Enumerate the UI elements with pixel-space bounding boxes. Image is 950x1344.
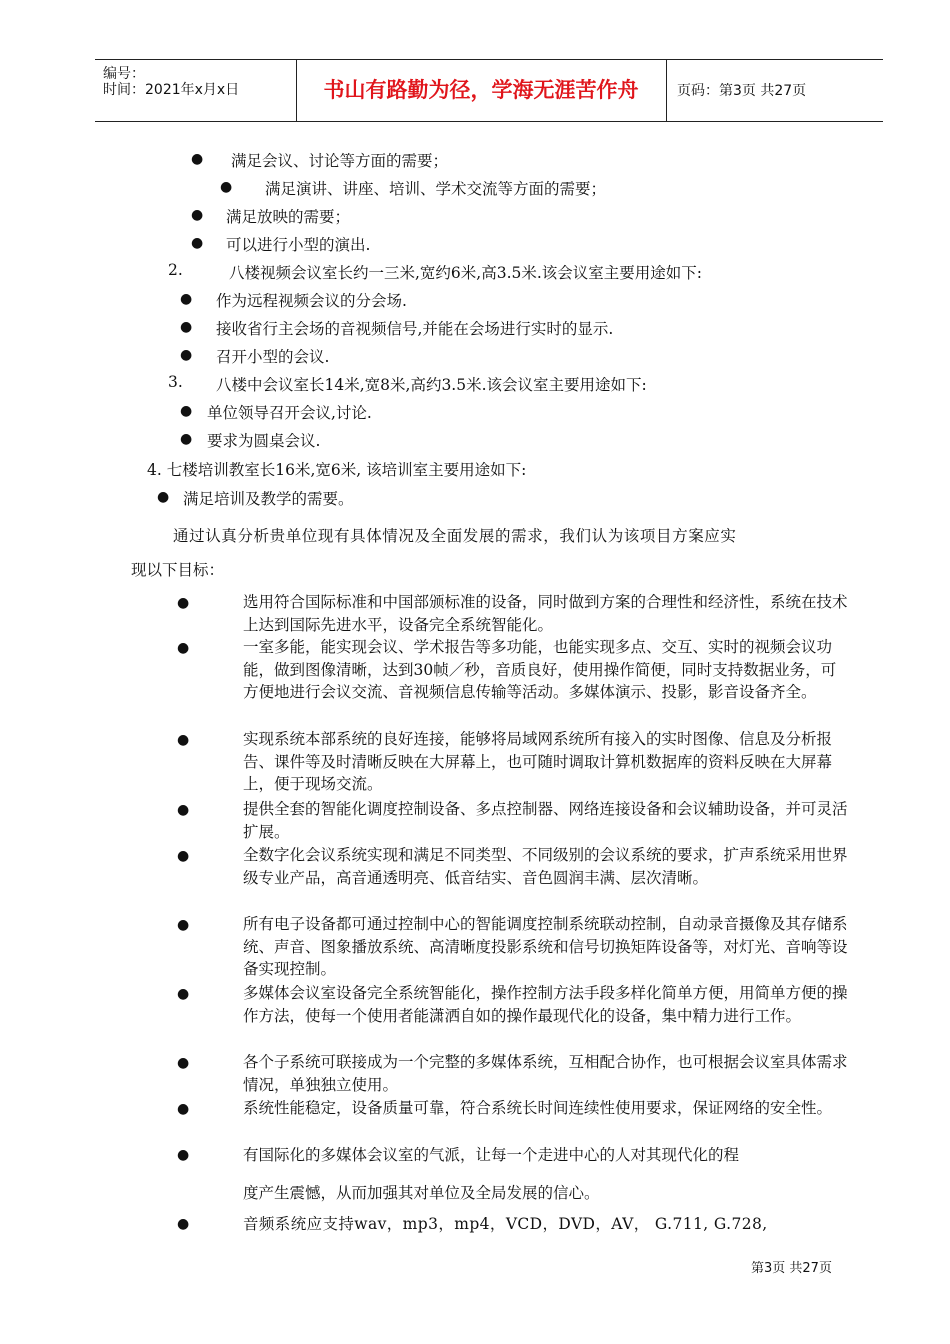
goal-item-line: 音频系统应支持wav，mp3，mp4，VCD，DVD，AV， G.711, G.728,	[243, 1215, 768, 1233]
goal-item-line: 度产生震憾，从而加强其对单位及全局发展的信心。	[243, 1184, 600, 1202]
bullet-icon: ●	[177, 986, 190, 1002]
goal-item: 系统性能稳定，设备质量可靠，符合系统长时间连续性使用要求，保证网络的安全性。	[243, 1099, 833, 1117]
bullet-icon: ●	[180, 431, 193, 447]
list-item: 召开小型的会议.	[216, 348, 330, 366]
goal-item: 全数字化会议系统实现和满足不同类型、不同级别的会议系统的要求，扩声系统采用世界级专业产品，高音通透明亮、低音结实、音色圆润丰满、层次清晰。	[243, 846, 848, 887]
bullet-icon: ●	[180, 319, 193, 335]
bullet-icon: ●	[177, 1216, 190, 1232]
goal-item-line: 有国际化的多媒体会议室的气派，让每一个走进中心的人对其现代化的程	[243, 1146, 740, 1164]
bullet-icon: ●	[157, 489, 170, 505]
bullet-icon: ●	[177, 1101, 190, 1117]
section-number: 2.	[168, 261, 183, 279]
goal-item: 各个子系统可联接成为一个完整的多媒体系统，互相配合协作，也可根据会议室具体需求情况，单独独立使用。	[243, 1053, 848, 1094]
bullet-icon: ●	[191, 151, 204, 167]
header-motto: 书山有路勤为径，学海无涯苦作舟	[296, 60, 667, 121]
list-item: 满足演讲、讲座、培训、学术交流等方面的需要；	[265, 180, 607, 198]
bullet-icon: ●	[180, 347, 193, 363]
intro-paragraph-line: 通过认真分析贵单位现有具体情况及全面发展的需求，我们认为该项目方案应实	[173, 527, 737, 545]
list-item: 接收省行主会场的音视频信号,并能在会场进行实时的显示.	[216, 320, 614, 338]
goal-item: 提供全套的智能化调度控制设备、多点控制器、网络连接设备和会议辅助设备，并可灵活扩展。	[243, 800, 848, 841]
header-page-number: 页码：第3页 共27页	[677, 83, 807, 99]
goal-item: 多媒体会议室设备完全系统智能化，操作控制方法手段多样化简单方便，用简单方便的操作方法，使每一个使用者能潇洒自如的操作最现代化的设备，集中精力进行工作。	[243, 984, 848, 1025]
section-heading: 八楼视频会议室长约一三米,宽约6米,高3.5米.该会议室主要用途如下:	[229, 264, 703, 282]
section-number: 3.	[168, 373, 183, 391]
list-item: 满足会议、讨论等方面的需要；	[231, 152, 449, 170]
bullet-icon: ●	[220, 179, 233, 195]
goal-item: 一室多能，能实现会议、学术报告等多功能，也能实现多点、交互、实时的视频会议功能，做到图像清晰，达到30帧／秒，音质良好，使用操作简便，同时支持数据业务，可方便地进行会议交流、音视频信息传输等活动。多媒体演示、投影，影音设备齐全。	[243, 638, 837, 701]
bullet-icon: ●	[177, 640, 190, 656]
document-time-label: 时间：2021年x月x日	[103, 82, 240, 98]
bullet-icon: ●	[191, 235, 204, 251]
list-item: 满足培训及教学的需要。	[183, 490, 354, 508]
section-heading: 4. 七楼培训教室长16米,宽6米, 该培训室主要用途如下:	[147, 461, 527, 479]
list-item: 作为远程视频会议的分会场.	[216, 292, 407, 310]
goal-item: 所有电子设备都可通过控制中心的智能调度控制系统联动控制，自动录音摄像及其存储系统、声音、图象播放系统、高清晰度投影系统和信号切换矩阵设备等，对灯光、音响等设备实现控制。	[243, 915, 848, 978]
bullet-icon: ●	[177, 917, 190, 933]
bullet-icon: ●	[177, 732, 190, 748]
list-item: 可以进行小型的演出.	[226, 236, 371, 254]
list-item: 满足放映的需要；	[226, 208, 351, 226]
list-item: 要求为圆桌会议.	[207, 432, 321, 450]
list-item: 单位领导召开会议,讨论.	[207, 404, 372, 422]
bullet-icon: ●	[191, 207, 204, 223]
page-footer: 第3页 共27页	[751, 1261, 832, 1276]
goal-item: 选用符合国际标准和中国部颁标准的设备，同时做到方案的合理性和经济性，系统在技术上达到国际先进水平，设备完全系统智能化。	[243, 593, 848, 634]
bullet-icon: ●	[177, 1147, 190, 1163]
page-header	[95, 59, 883, 122]
header-info-cell	[95, 60, 297, 121]
section-heading: 八楼中会议室长14米,宽8米,高约3.5米.该会议室主要用途如下:	[216, 376, 647, 394]
bullet-icon: ●	[180, 291, 193, 307]
document-number-label: 编号：	[103, 66, 145, 82]
bullet-icon: ●	[177, 595, 190, 611]
bullet-icon: ●	[177, 848, 190, 864]
bullet-icon: ●	[177, 802, 190, 818]
bullet-icon: ●	[177, 1055, 190, 1071]
goal-item: 实现系统本部系统的良好连接，能够将局域网系统所有接入的实时图像、信息及分析报告、课件等及时清晰反映在大屏幕上，也可随时调取计算机数据库的资料反映在大屏幕上，便于现场交流。	[243, 730, 833, 793]
bullet-icon: ●	[180, 403, 193, 419]
intro-paragraph-line: 现以下目标：	[131, 561, 225, 579]
